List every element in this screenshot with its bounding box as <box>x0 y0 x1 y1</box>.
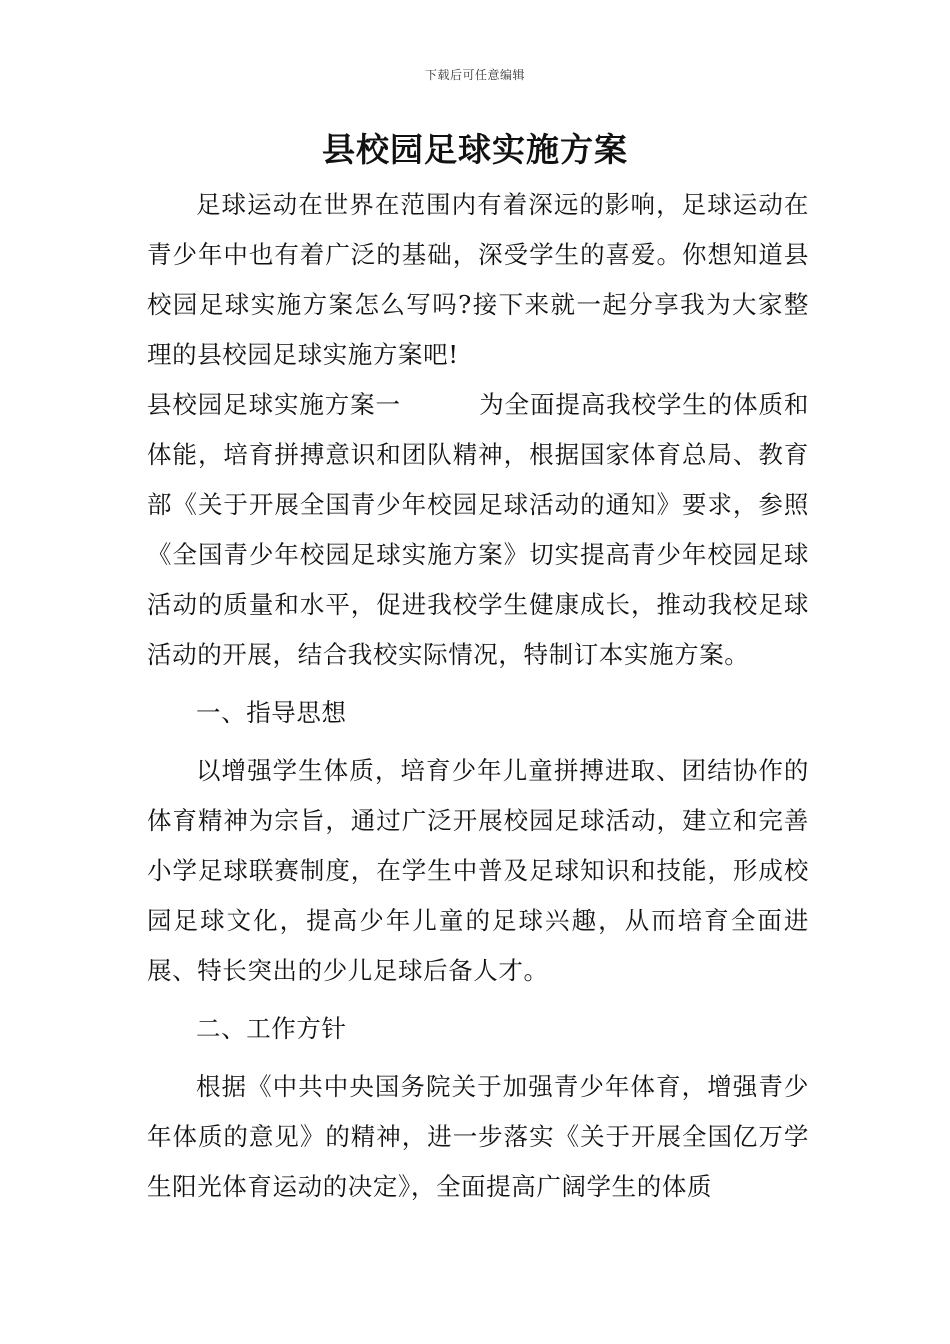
section-heading-guiding-ideology: 一、指导思想 <box>196 698 347 727</box>
section-work-policy-paragraph: 根据《中共中央国务院关于加强青少年体育，增强青少年体质的意见》的精神，进一步落实《关于开展全国亿万学生阳光体育运动的决定》，全面提高广阔学生的体质 <box>147 1072 809 1201</box>
part-one-label: 县校园足球实施方案一 <box>147 390 401 419</box>
intro-paragraph: 足球运动在世界在范围内有着深远的影响，足球运动在青少年中也有着广泛的基础，深受学生的喜爱。你想知道县校园足球实施方案怎么写吗?接下来就一起分享我为大家整理的县校园足球实施方案吧! <box>147 190 809 369</box>
section-guiding-ideology-paragraph: 以增强学生体质，培育少年儿童拼搏进取、团结协作的体育精神为宗旨，通过广泛开展校园足球活动，建立和完善小学足球联赛制度，在学生中普及足球知识和技能，形成校园足球文化，提高少年儿童的足球兴趣，从而培育全面进展、特长突出的少儿足球后备人才。 <box>147 756 809 985</box>
part-one-paragraph <box>147 380 809 680</box>
header-note: 下载后可任意编辑 <box>424 68 525 82</box>
document-body <box>147 180 809 1212</box>
part-one-text: 为全面提高我校学生的体质和体能，培育拼搏意识和团队精神，根据国家体育总局、教育部《关于开展全国青少年校园足球活动的通知》要求，参照《全国青少年校园足球实施方案》切实提高青少年校园足球活动的质量和水平，促进我校学生健康成长，推动我校足球活动的开展，结合我校实际情况，特制订本实施方案。 <box>147 390 810 669</box>
section-heading-work-policy: 二、工作方针 <box>196 1014 347 1043</box>
document-title: 县校园足球实施方案 <box>322 130 628 169</box>
